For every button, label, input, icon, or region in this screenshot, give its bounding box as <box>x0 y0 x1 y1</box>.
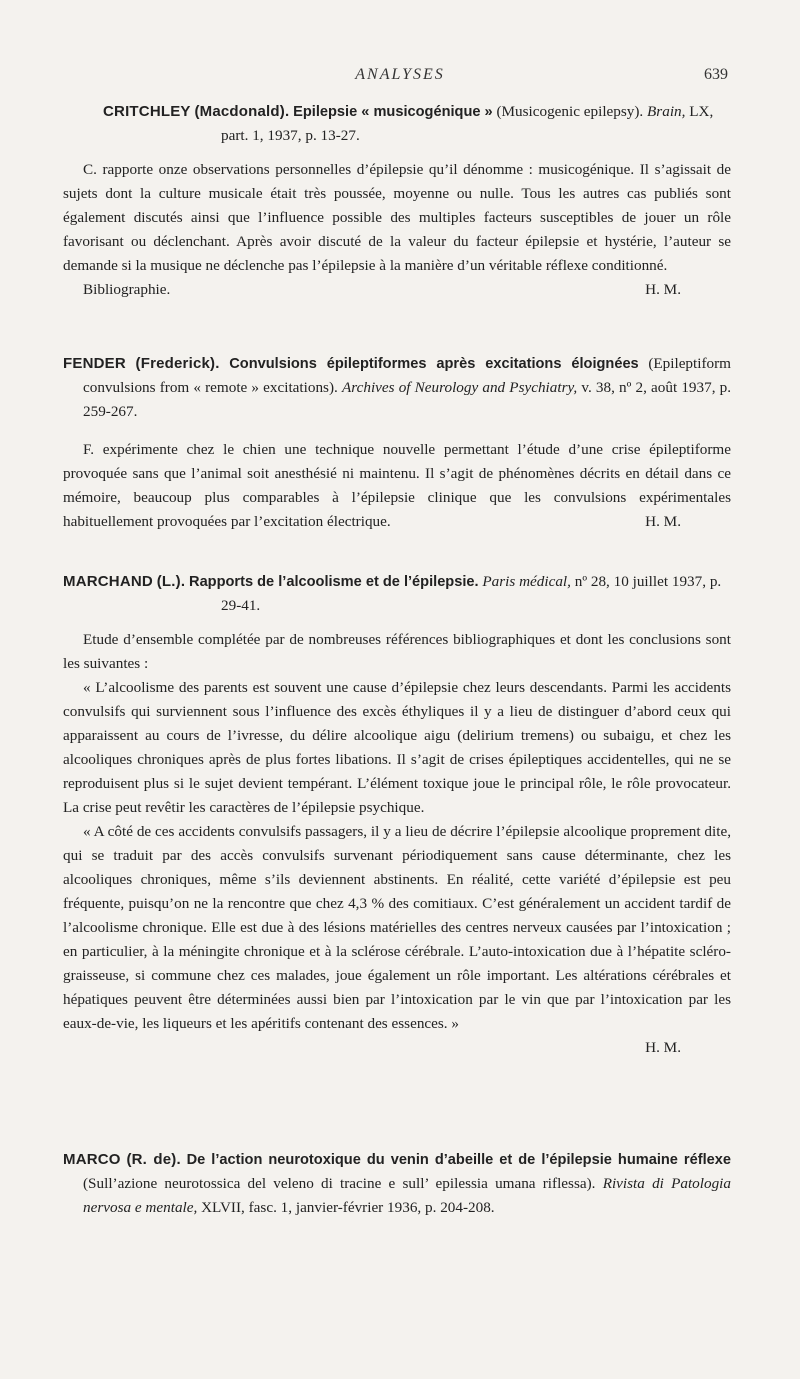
review-entry-critchley <box>63 100 731 302</box>
abstract-paragraph: F. expérimente chez le chien une technique nouvelle permettant l’étude d’une crise épileptiforme provoquée sans que l’animal soit anesthésié ni maintenu. Il s’agit de phénomènes décrits en détail dans ce mémoire, beaucoup plus comparables à l’épilepsie clinique que les convulsions expérimentales habituellement provoquées par l’excitation électrique. <box>63 441 731 530</box>
citation-details: nº 28, 10 juillet 1937, p. 29-41. <box>221 573 722 614</box>
running-title: ANALYSES <box>355 66 445 83</box>
reviewer-signature: H. M. <box>645 513 681 530</box>
quoted-paragraph: « A côté de ces accidents convulsifs passagers, il y a lieu de décrire l’épilepsie alcoolique proprement dite, qui se traduit par des accès convulsifs survenant périodiquement sans cause déterminante, chez les alcooliques chroniques, même s’ils deviennent abstinents. En réalité, cette variété d’épilepsie est peu fréquente, puisqu’on ne la rencontre que chez 4,3 % des comitiaux. C’est généralement un accident tardif de l’alcoolisme chronique. Elle est due à des lésions matérielles des centres nerveux causées par l’intoxication ; en particulier, à la méningite chronique et à la sclérose cérébrale. L’auto-intoxication due à l’hépatite scléro-graisseuse, si commune chez ces malades, joue également un rôle important. Les altérations cérébrales et hépatiques peuvent être déterminées aussi bien par l’intoxication par le vin que par l’intoxication par les eaux-de-vie, les liqueurs et les apéritifs contenant des essences. » <box>63 823 731 1032</box>
bibliographic-reference <box>63 352 731 424</box>
translated-title: (Sull’azione neurotossica del veleno di tracine e sull’ epilessia umana riflessa). <box>83 1175 596 1192</box>
bibliography-note: Bibliographie. <box>83 281 171 298</box>
bibliographic-reference <box>63 100 731 148</box>
reviewer-signature: H. M. <box>645 1039 681 1056</box>
author-surname: CRITCHLEY <box>103 103 191 120</box>
journal-name: Paris médical, <box>482 573 571 590</box>
reviewer-signature: H. M. <box>645 281 681 298</box>
article-title: De l’action neurotoxique du venin d’abeille et de l’épilepsie humaine réflexe <box>186 1152 731 1168</box>
closing-line <box>63 278 731 302</box>
abstract-paragraph: C. rapporte onze observations personnelles d’épilepsie qu’il dénomme : musicogénique. Il s’agissait de sujets dont la culture musicale était très poussée, moyenne ou nulle. Tous les autres cas publiés sont également discutés ainsi que l’influence possible des multiples facteurs susceptibles de jouer un rôle favorisant ou déclenchant. Après avoir discuté de la valeur du facteur épilepsie et hystérie, l’auteur se demande si la musique ne déclenche pas l’épilepsie à la manière d’un véritable réflexe conditionné. <box>63 161 731 274</box>
page-number: 639 <box>704 66 728 83</box>
bibliographic-reference <box>63 1148 731 1220</box>
author-given-name: (Frederick). <box>135 355 220 372</box>
abstract-paragraph: Etude d’ensemble complétée par de nombreuses références bibliographiques et dont les conclusions sont les suivantes : <box>63 631 731 672</box>
citation-details: LX, part. 1, 1937, p. 13-27. <box>221 103 714 144</box>
bibliographic-reference <box>63 570 731 618</box>
journal-name: Rivista di Patologia nervosa e mentale, <box>83 1175 731 1216</box>
author-given-name: (R. de). <box>126 1151 181 1168</box>
author-given-name: (L.). <box>156 573 186 590</box>
article-title: Convulsions épileptiformes après excitations éloignées <box>229 356 639 372</box>
citation-details: XLVII, fasc. 1, janvier-février 1936, p. 204-208. <box>201 1199 495 1216</box>
author-surname: MARCO <box>63 1151 121 1168</box>
translated-title: (Epileptiform convulsions from « remote » excitations). <box>83 355 731 396</box>
quoted-paragraph: « L’alcoolisme des parents est souvent une cause d’épilepsie chez leurs descendants. Parmi les accidents convulsifs qui surviennent sous l’influence des excès éthyliques il y a lieu de distinguer d’abord ceux qui apparaissent au cours de l’ivresse, du délire alcoolique aigu (delirium tremens) ou subaigu, et chez les alcooliques chroniques après de plus fortes libations. Il s’agit de crises épileptiques accidentelles, qui ne se reproduisent plus si le sujet devient tempérant. L’élément toxique joue le principal rôle, le rôle provocateur. La crise peut revêtir les caractères de l’épilepsie psychique. <box>63 679 731 816</box>
author-surname: FENDER <box>63 355 126 372</box>
author-surname: MARCHAND <box>63 573 153 590</box>
translated-title: (Musicogenic epilepsy). <box>496 103 644 120</box>
journal-name: Archives of Neurology and Psychiatry, <box>341 379 578 396</box>
article-title: Rapports de l’alcoolisme et de l’épilepsie. <box>189 574 479 590</box>
review-entry-marchand <box>63 570 731 1060</box>
citation-details: v. 38, nº 2, août 1937, p. 259-267. <box>83 379 732 420</box>
article-title: Epilepsie « musicogénique » <box>293 104 493 120</box>
journal-name: Brain, <box>647 103 686 120</box>
review-entry-marco <box>63 1148 731 1220</box>
review-entry-fender <box>63 352 731 534</box>
author-given-name: (Macdonald). <box>194 103 290 120</box>
